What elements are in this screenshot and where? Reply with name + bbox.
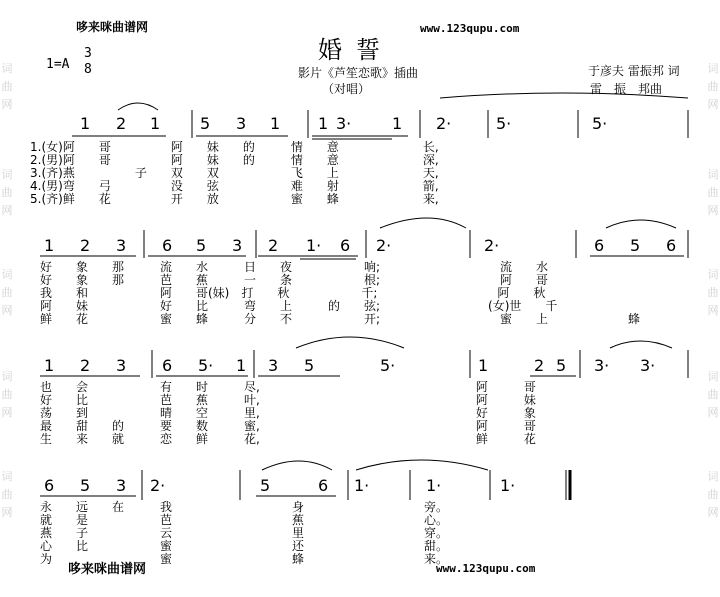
note: 6 <box>162 236 173 255</box>
time-numerator: 3 <box>84 46 92 61</box>
lyric-line: 好 象 那 流 水 日 夜 响; 流 水 <box>40 260 549 274</box>
watermark-char: 词 <box>1 268 13 281</box>
watermark-char: 词 <box>707 168 719 181</box>
lyric-line: 好 比 芭 蕉 叶, 阿 妹 <box>40 393 536 407</box>
lyric-line: 5.(齐)鲜 花 开 放 蜜 蜂 来, <box>30 192 439 206</box>
composer: 雷 振 邦曲 <box>590 82 663 96</box>
watermark-char: 词 <box>707 268 719 281</box>
note: 2 <box>534 356 545 375</box>
note: 2 <box>80 236 91 255</box>
note: 2 <box>116 114 127 133</box>
note: 3 <box>232 236 243 255</box>
time-denominator: 8 <box>84 62 92 77</box>
lyric-line: 荡 到 晴 空 里, 好 象 <box>40 406 536 420</box>
note: 1· <box>306 236 322 255</box>
watermark-char: 网 <box>707 406 719 419</box>
watermark-char: 网 <box>707 204 719 217</box>
watermark-char: 词 <box>1 62 13 75</box>
lyric-line: 心 比 蜜 还 甜。 <box>40 539 449 553</box>
note: 3· <box>640 356 656 375</box>
watermark-char: 网 <box>1 304 13 317</box>
watermark-char: 网 <box>1 204 13 217</box>
note: 6 <box>340 236 351 255</box>
note: 1 <box>478 356 489 375</box>
note: 1 <box>44 236 55 255</box>
note: 3· <box>594 356 610 375</box>
watermark-char: 词 <box>1 470 13 483</box>
note: 5 <box>304 356 315 375</box>
watermark-char: 曲 <box>707 488 719 501</box>
note: 5· <box>380 356 396 375</box>
watermark-char: 网 <box>1 98 13 111</box>
note: 3· <box>336 114 352 133</box>
note: 1 <box>318 114 329 133</box>
note: 2 <box>268 236 279 255</box>
note: 2· <box>376 236 392 255</box>
watermark-char: 曲 <box>1 388 13 401</box>
watermark-char: 网 <box>1 506 13 519</box>
lyricist: 于彦夫 雷振邦 词 <box>588 64 680 78</box>
note: 1· <box>354 476 370 495</box>
lyric-line: 我 和 阿 哥(妹) 打 秋 千; 阿 秋 <box>40 286 546 300</box>
note: 1 <box>150 114 161 133</box>
note: 3 <box>236 114 247 133</box>
note: 1 <box>236 356 247 375</box>
note: 1 <box>44 356 55 375</box>
lyric-line: 最 甜 的 要 数 蜜, 阿 哥 <box>40 419 536 433</box>
note: 3 <box>116 356 127 375</box>
note: 6 <box>594 236 605 255</box>
song-title: 婚誓 <box>318 36 394 64</box>
note: 5 <box>80 476 91 495</box>
watermark-char: 网 <box>707 506 719 519</box>
lyric-line: 好 象 那 芭 蕉 一 条 根; 阿 哥 <box>40 273 549 287</box>
watermark-char: 词 <box>707 62 719 75</box>
watermark-char: 曲 <box>1 286 13 299</box>
brand-bottom: 哆来咪曲谱网 <box>68 562 147 577</box>
lyric-line: 3.(齐)燕 子 双 双 飞 上 天, <box>30 166 439 180</box>
lyric-line: 1.(女)阿 哥 阿 妹 的 情 意 长, <box>30 140 439 154</box>
note: 1 <box>80 114 91 133</box>
brand-top: 哆来咪曲谱网 <box>76 20 149 34</box>
note: 1· <box>426 476 442 495</box>
note: 5 <box>196 236 207 255</box>
duet-marking: （对唱） <box>322 82 371 96</box>
lyric-line: 就 是 芭 蕉 心。 <box>40 513 449 527</box>
note: 2· <box>150 476 166 495</box>
watermark-char: 词 <box>1 370 13 383</box>
watermark-char: 曲 <box>707 286 719 299</box>
watermark-char: 网 <box>1 406 13 419</box>
lyric-line: 生 来 就 恋 鲜 花, 鲜 花 <box>40 432 536 446</box>
key-signature: 1=A <box>46 57 70 72</box>
lyric-line: 2.(男)阿 哥 阿 妹 的 情 意 深, <box>30 153 439 167</box>
watermark-char: 网 <box>707 304 719 317</box>
note: 2· <box>484 236 500 255</box>
lyric-line: 为 蜜 蜂 来。 <box>40 552 449 566</box>
watermark-char: 网 <box>707 98 719 111</box>
watermark-char: 曲 <box>707 186 719 199</box>
note: 1· <box>500 476 516 495</box>
note: 6 <box>666 236 677 255</box>
site-url-top: www.123qupu.com <box>420 22 520 35</box>
note: 3 <box>116 476 127 495</box>
note: 2· <box>436 114 452 133</box>
site-url-bottom: www.123qupu.com <box>436 562 536 575</box>
watermark-char: 曲 <box>1 488 13 501</box>
note: 5· <box>592 114 608 133</box>
lyric-line: 也 会 有 时 尽, 阿 哥 <box>40 380 536 394</box>
lyric-line: 4.(男)弯 弓 没 弦 难 射 箭, <box>30 179 439 193</box>
watermark-char: 曲 <box>707 388 719 401</box>
note: 5· <box>496 114 512 133</box>
watermark-char: 词 <box>1 168 13 181</box>
note: 3 <box>268 356 279 375</box>
note: 6 <box>318 476 329 495</box>
note: 6 <box>44 476 55 495</box>
note: 5 <box>200 114 211 133</box>
subtitle: 影片《芦笙恋歌》插曲 <box>298 66 419 80</box>
note: 1 <box>392 114 403 133</box>
lyric-line: 鲜 花 蜜 蜂 分 不 开; 蜜 上 <box>40 312 549 326</box>
watermark-char: 词 <box>707 370 719 383</box>
note: 5 <box>556 356 567 375</box>
note: 6 <box>162 356 173 375</box>
lyric-line: 阿 妹 好 比 弯 上 的 弦; (女)世 千 <box>40 299 558 313</box>
note: 1 <box>270 114 281 133</box>
note: 2 <box>80 356 91 375</box>
lyric-extra: 蜂 <box>628 312 641 326</box>
watermark-char: 词 <box>707 470 719 483</box>
note: 5· <box>198 356 214 375</box>
note: 5 <box>260 476 271 495</box>
note: 3 <box>116 236 127 255</box>
watermark-char: 曲 <box>1 186 13 199</box>
watermark-char: 曲 <box>707 80 719 93</box>
watermark-char: 曲 <box>1 80 13 93</box>
lyric-line: 永 远 在 我 身 旁。 <box>40 500 449 514</box>
note: 5 <box>630 236 641 255</box>
lyric-line: 燕 子 云 里 穿。 <box>40 526 449 540</box>
